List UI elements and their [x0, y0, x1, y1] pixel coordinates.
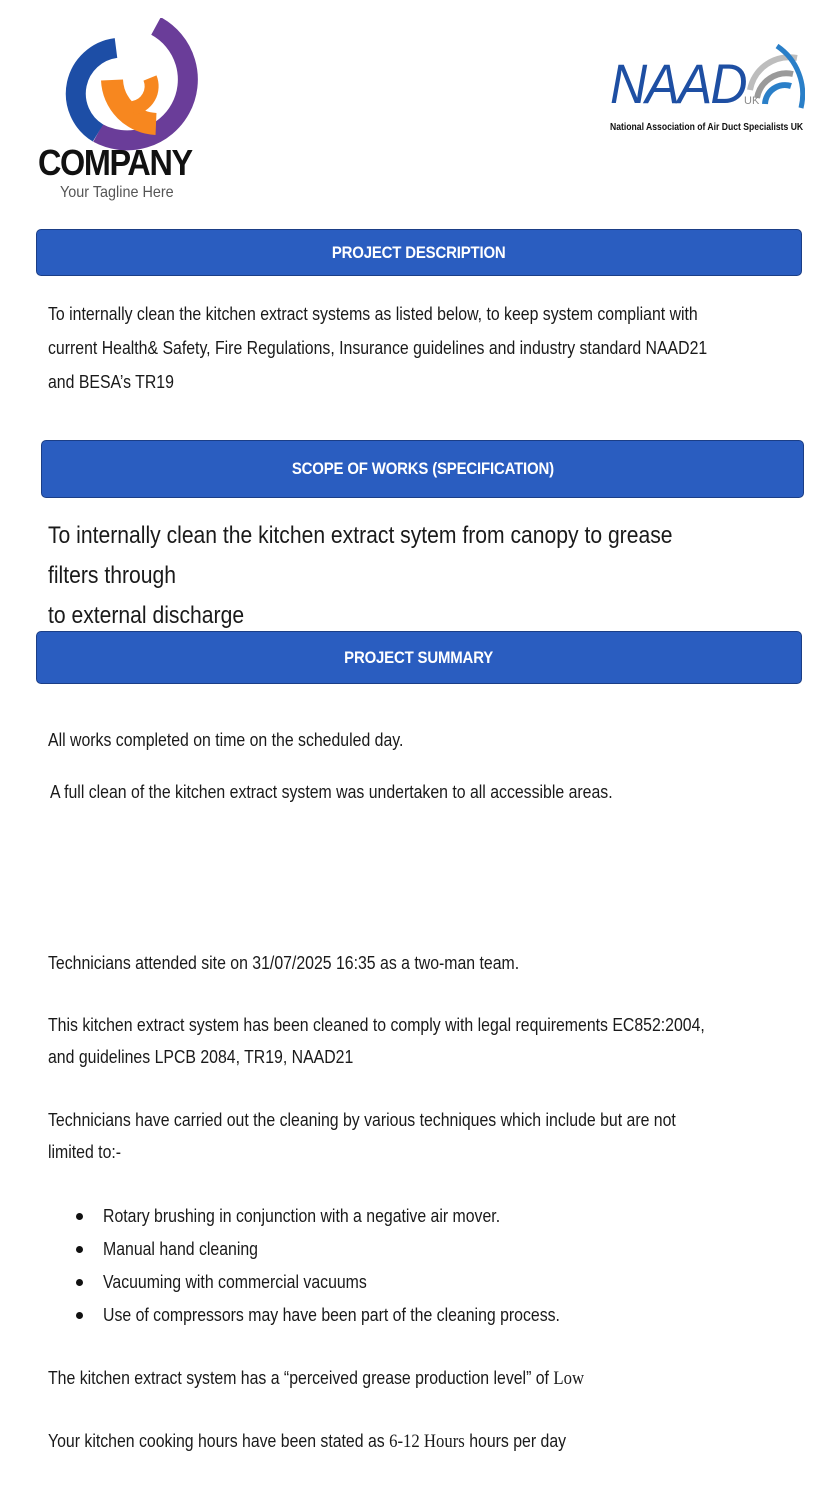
attendance-text [48, 946, 583, 980]
project-description-line: To internally clean the kitchen extract systems as listed below, to keep system compliant with [48, 304, 698, 324]
techniques-line: Technicians have carried out the cleaning by various techniques which include but are not [48, 1110, 676, 1130]
hours-prefix: Your kitchen cooking hours have been stated as [48, 1431, 390, 1451]
scope-line: to external discharge [48, 602, 245, 629]
techniques-line: limited to:- [48, 1142, 122, 1162]
hours-value: 6-12 Hours [389, 1431, 465, 1452]
summary-line-full-clean: A full clean of the kitchen extract system was undertaken to all accessible areas. [50, 782, 613, 802]
grease-level-text [48, 1361, 657, 1396]
summary-line-completed: All works completed on time on the scheduled day. [48, 730, 404, 750]
list-item: Manual hand cleaning [48, 1233, 622, 1266]
attendance-prefix: Technicians attended site on [48, 953, 253, 973]
naad-wordmark: NAAD [610, 52, 746, 115]
list-item: Rotary brushing in conjunction with a negative air mover. [48, 1200, 622, 1233]
project-description-text [48, 297, 808, 399]
bullet-icon [76, 1279, 83, 1286]
project-summary-heading: PROJECT SUMMARY [36, 631, 802, 684]
attendance-suffix: as a two-man team. [375, 953, 520, 973]
scope-line: To internally clean the kitchen extract sytem from canopy to grease filters through [48, 522, 673, 589]
techniques-list [48, 1200, 622, 1332]
compliance-line: This kitchen extract system has been cleaned to comply with legal requirements EC852:2004, [48, 1015, 705, 1035]
bullet-icon [76, 1246, 83, 1253]
company-name: COMPANY [38, 142, 192, 183]
compliance-text [48, 1009, 808, 1073]
project-description-heading: PROJECT DESCRIPTION [36, 229, 802, 276]
grease-level-value: Low [553, 1368, 585, 1389]
hours-suffix: hours per day [464, 1431, 567, 1451]
project-description-line: current Health& Safety, Fire Regulations, Insurance guidelines and industry standard NAAD21 [48, 338, 708, 358]
naad-uk-label: UK [744, 95, 760, 107]
naad-subtitle: National Association of Air Duct Specialists UK [610, 121, 804, 133]
list-item: Use of compressors may have been part of the cleaning process. [48, 1299, 622, 1332]
bullet-icon [76, 1213, 83, 1220]
company-tagline: Your Tagline Here [60, 184, 174, 201]
cooking-hours-text [48, 1424, 637, 1459]
grease-prefix: The kitchen extract system has a “perceived grease production level” of [48, 1368, 554, 1388]
project-description-line: and BESA’s TR19 [48, 372, 174, 392]
attendance-datetime: 31/07/2025 16:35 [252, 953, 376, 973]
scope-of-works-text [48, 516, 818, 636]
compliance-line: and guidelines LPCB 2084, TR19, NAAD21 [48, 1047, 354, 1067]
scope-of-works-heading: SCOPE OF WORKS (SPECIFICATION) [41, 440, 804, 498]
list-item: Vacuuming with commercial vacuums [48, 1266, 622, 1299]
techniques-intro [48, 1104, 808, 1168]
bullet-icon [76, 1312, 83, 1319]
